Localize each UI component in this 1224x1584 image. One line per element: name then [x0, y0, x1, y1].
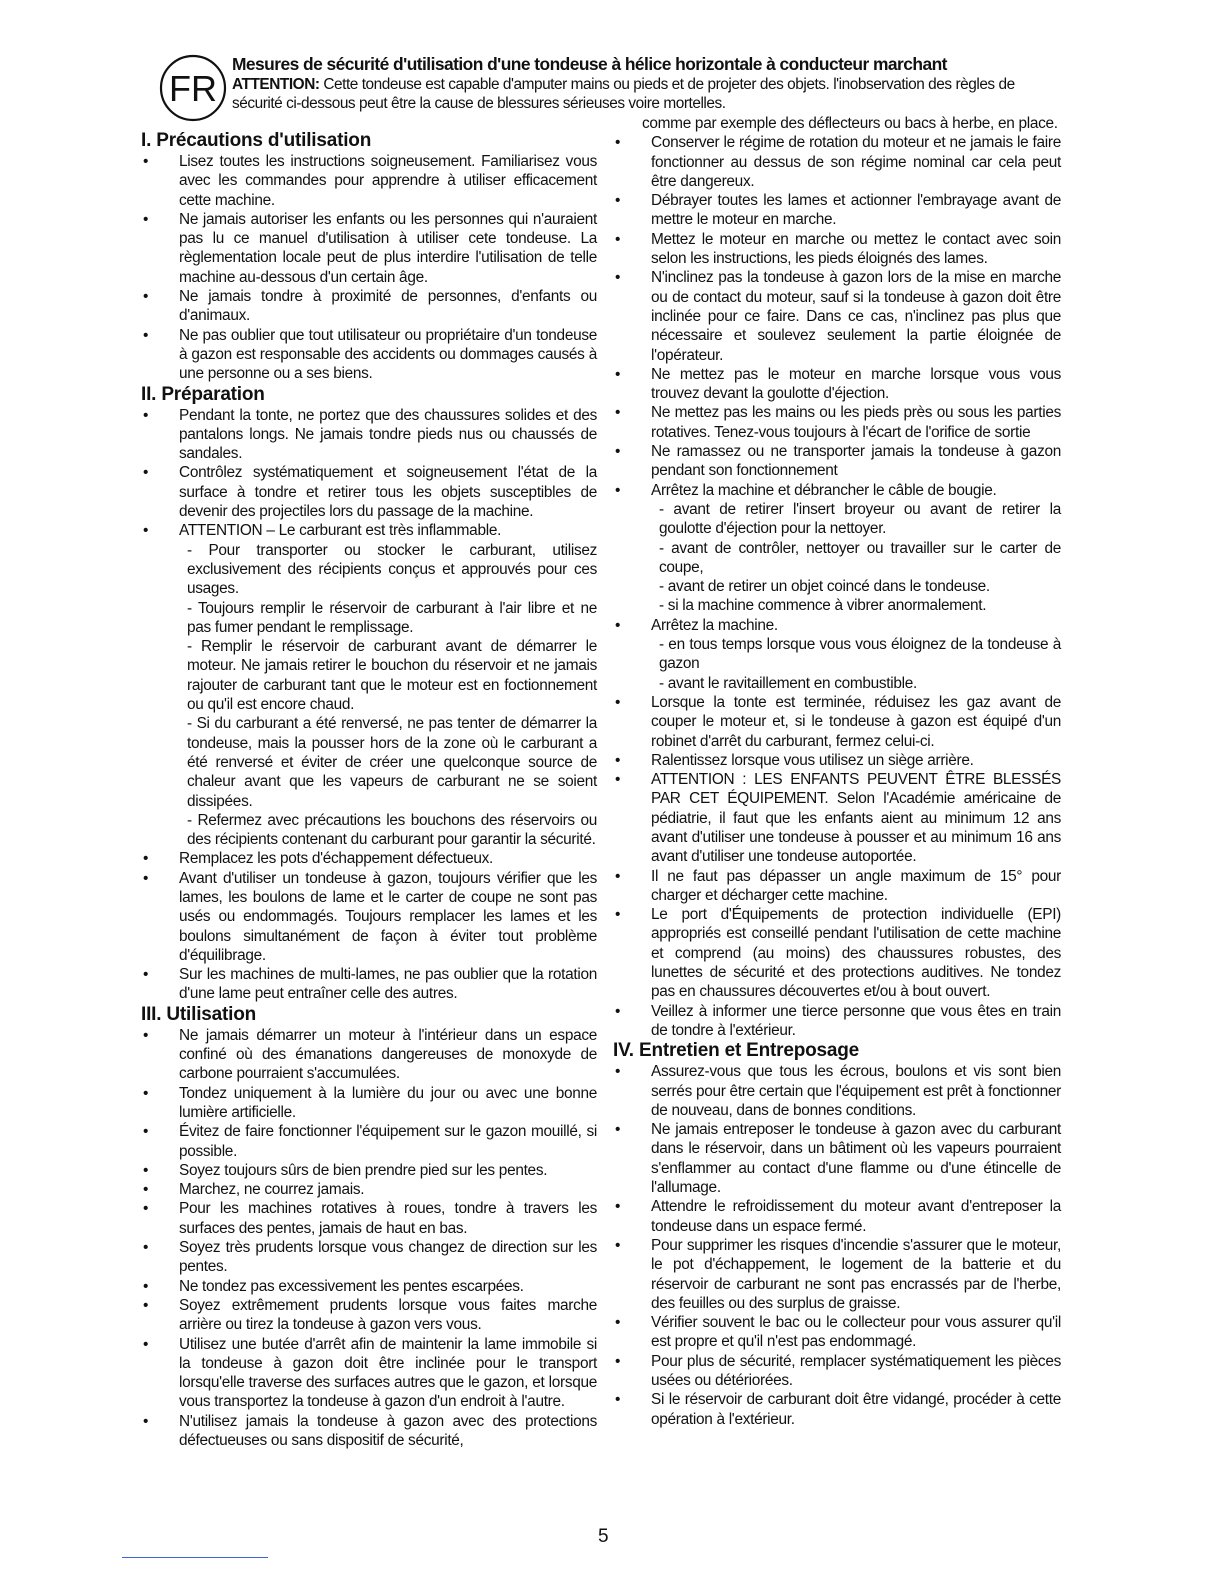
- footer-rule: [122, 1557, 268, 1558]
- sub-item: - Toujours remplir le réservoir de carburant à l'air libre et ne pas fumer pendant le remplissage.: [187, 599, 597, 636]
- list-item: • Ralentissez lorsque vous utilisez un siège arrière.: [613, 751, 1061, 770]
- list-item: • Lisez toutes les instructions soigneusement. Familiarisez vous avec les commandes pour apprendre à utiliser efficacement cette machine.: [141, 152, 597, 210]
- safety-warning: [232, 76, 1062, 113]
- list-item: • Remplacez les pots d'échappement défectueux.: [141, 849, 597, 868]
- list-item: [141, 521, 597, 849]
- list-item: • N'inclinez pas la tondeuse à gazon lors de la mise en marche ou de contact du moteur, sauf si la tondeuse à gazon doit être inclinée pour ce faire. Dans ce cas, n'inclinez pas plus que nécessaire et soulevez seulement la partie éloignée de l'opérateur.: [613, 268, 1061, 364]
- list-item: • Assurez-vous que tous les écrous, boulons et vis sont bien serrés pour être certain que l'équipement est prêt à fonctionner de nouveau, dans de bonnes conditions.: [613, 1062, 1061, 1120]
- preparation-list: [141, 406, 597, 1004]
- list-item: • Ne jamais démarrer un moteur à l'intérieur dans un espace confiné où des émanations dangereuses de monoxyde de carbone pourraient s'accumulées.: [141, 1026, 597, 1084]
- sub-item: - Pour transporter ou stocker le carburant, utilisez exclusivement des récipients conçus et approuvés pour ces usages.: [187, 541, 597, 598]
- sub-item: - Si du carburant a été renversé, ne pas tenter de démarrer la tondeuse, mais la pousser hors de la zone où le carburant a été renversé et éviter de créer une quelconque source de chaleur avant que les vapeurs de carburant ne se soient dissipées.: [187, 715, 597, 810]
- warning-text: Cette tondeuse est capable d'amputer mains ou pieds et de projeter des objets. l'inobservation des règles de sécurité ci-dessous peut être la cause de blessures sérieuses voire mortelles.: [232, 76, 1015, 112]
- stop-sublist: [651, 500, 1061, 616]
- list-item: • Ne mettez pas le moteur en marche lorsque vous vous trouvez devant la goulotte d'éjection.: [613, 365, 1061, 404]
- list-item: • Attendre le refroidissement du moteur avant d'entreposer la tondeuse dans un espace fermé.: [613, 1197, 1061, 1236]
- list-item: • Conserver le régime de rotation du moteur et ne jamais le faire fonctionner au dessus de son régime nominal car cela peut être dangereux.: [613, 133, 1061, 191]
- list-item: • Si le réservoir de carburant doit être vidangé, procéder à cette opération à l'extérieur.: [613, 1390, 1061, 1429]
- sub-item: - avant de contrôler, nettoyer ou travailler sur le carter de coupe,: [659, 539, 1061, 576]
- document-title: Mesures de sécurité d'utilisation d'une tondeuse à hélice horizontale à conducteur marchant: [232, 54, 947, 74]
- list-item: • Ne jamais autoriser les enfants ou les personnes qui n'auraient pas lu ce manuel d'utilisation à utiliser cete tondeuse. La règlementation locale peut de plus interdire l'utilisation de telle machine au-dessous d'un certain âge.: [141, 210, 597, 287]
- fr-badge-label: FR: [169, 68, 217, 109]
- list-item: • Ne ramassez ou ne transporter jamais la tondeuse à gazon pendant son fonctionnement: [613, 442, 1061, 481]
- list-item: • Débrayer toutes les lames et actionner l'embrayage avant de mettre le moteur en marche.: [613, 191, 1061, 230]
- list-item: • Ne pas oublier que tout utilisateur ou propriétaire d'un tondeuse à gazon est responsable des accidents ou dommages causés à une personne ou a ses biens.: [141, 326, 597, 384]
- utilisation-list-continued: [613, 133, 1061, 1040]
- sub-item: - Refermez avec précautions les bouchons des réservoirs ou des récipients contenant du carburant pour garantir la sécurité.: [187, 811, 597, 849]
- precautions-list: [141, 152, 597, 384]
- warning-lead: ATTENTION:: [232, 76, 320, 93]
- left-column: [141, 130, 597, 1450]
- fuel-sublist: [179, 541, 597, 850]
- list-item: • Contrôlez systématiquement et soigneusement l'état de la surface à tondre et retirer tous les objets susceptibles de devenir des projectiles lors du passage de la machine.: [141, 463, 597, 521]
- list-item: [613, 616, 1061, 693]
- list-item: • Le port d'Équipements de protection individuelle (EPI) appropriés est conseillé pendant l'utilisation de cette machine et comprend (au moins) des chaussures robustes, des lunettes de sécurité et des protections auditives. Ne tondez pas en chaussures découvertes et/ou à bout ouvert.: [613, 905, 1061, 1001]
- list-item: • N'utilisez jamais la tondeuse à gazon avec des protections défectueuses ou sans dispositif de sécurité,: [141, 1412, 597, 1451]
- list-item: • Avant d'utiliser un tondeuse à gazon, toujours vérifier que les lames, les boulons de lame et le carter de coupe ne sont pas usés ou endommagés. Toujours remplacer les lames et les boulons simultanément de façon à éviter tout problème d'équilibrage.: [141, 869, 597, 965]
- sub-item: - avant de retirer l'insert broyeur ou avant de retirer la goulotte d'éjection pour la nettoyer.: [659, 500, 1061, 538]
- stop-instruction: • Arrêtez la machine.: [651, 616, 778, 634]
- list-item: • Pour supprimer les risques d'incendie s'assurer que le moteur, le pot d'échappement, le logement de la batterie et du réservoir de carburant ne sont pas encrassés par de l'herbe, des feuilles ou des surplus de graisse.: [613, 1236, 1061, 1313]
- list-item: • Sur les machines de multi-lames, ne pas oublier que la rotation d'une lame peut entraîner celle des autres.: [141, 965, 597, 1004]
- stop-sublist: [651, 635, 1061, 693]
- list-item: • Lorsque la tonte est terminée, réduisez les gaz avant de couper le moteur et, si le tondeuse à gazon est équipé d'un robinet d'arrêt du carburant, fermez celui-ci.: [613, 693, 1061, 751]
- page-number: 5: [598, 1526, 609, 1547]
- section-title-precautions: I. Précautions d'utilisation: [141, 130, 372, 151]
- list-item: • ATTENTION : LES ENFANTS PEUVENT ÊTRE BLESSÉS PAR CET ÉQUIPEMENT. Selon l'Académie américaine de pédiatrie, il faut que les enfants aient au minimum 12 ans avant d'utiliser une tondeuse à pousser et au minimum 16 ans avant d'utiliser une tondeuse autoportée.: [613, 770, 1061, 866]
- section-title-utilisation: III. Utilisation: [141, 1003, 257, 1025]
- sub-item: - Remplir le réservoir de carburant avant de démarrer le moteur. Ne jamais retirer le bouchon du réservoir et ne jamais rajouter de carburant tant que le moteur est en foctionnement ou qu'il est encore chaud.: [187, 638, 597, 714]
- sub-item: - avant le ravitaillement en combustible.: [659, 674, 918, 692]
- sub-item: - avant de retirer un objet coincé dans le tondeuse.: [659, 578, 990, 596]
- list-item: • Tondez uniquement à la lumière du jour ou avec une bonne lumière artificielle.: [141, 1084, 597, 1123]
- list-item: • Pendant la tonte, ne portez que des chaussures solides et des pantalons longs. Ne jamais tondre pieds nus ou chaussés de sandales.: [141, 406, 597, 464]
- entretien-list: [613, 1062, 1061, 1429]
- fuel-warning: • ATTENTION – Le carburant est très inflammable.: [179, 522, 502, 540]
- list-item: • Mettez le moteur en marche ou mettez le contact avec soin selon les instructions, les pieds éloignés des lames.: [613, 230, 1061, 269]
- section-title-preparation: II. Préparation: [141, 383, 265, 405]
- list-item: • Veillez à informer une tierce personne que vous êtes en train de tondre à l'extérieur.: [613, 1002, 1061, 1041]
- section-title-entretien: IV. Entretien et Entreposage: [613, 1040, 860, 1062]
- list-item: • Ne mettez pas les mains ou les pieds près ou sous les parties rotatives. Tenez-vous toujours à l'écart de l'orifice de sortie: [613, 403, 1061, 442]
- list-item: • Utilisez une butée d'arrêt afin de maintenir la lame immobile si la tondeuse à gazon doit être inclinée pour le transport lorsqu'elle traverse des surfaces autres que le gazon, et lorsque vous transportez la tondeuse à gazon d'un endroit à l'autre.: [141, 1335, 597, 1412]
- list-item: • Ne jamais tondre à proximité de personnes, d'enfants ou d'animaux.: [141, 287, 597, 326]
- utilisation-continuation: comme par exemple des déflecteurs ou bacs à herbe, en place.: [642, 115, 1058, 132]
- list-item: • Marchez, ne courrez jamais.: [141, 1180, 597, 1199]
- utilisation-list: [141, 1026, 597, 1451]
- sub-item: - en tous temps lorsque vous vous éloignez de la tondeuse à gazon: [659, 636, 1061, 673]
- list-item: • Soyez très prudents lorsque vous changez de direction sur les pentes.: [141, 1238, 597, 1277]
- list-item: • Ne jamais entreposer le tondeuse à gazon avec du carburant dans le réservoir, dans un bâtiment où les vapeurs pourraient s'enflammer au contact d'une flamme ou d'une étincelle de l'allumage.: [613, 1120, 1061, 1197]
- stop-instruction: • Arrêtez la machine et débrancher le câble de bougie.: [651, 481, 997, 499]
- sub-item: - si la machine commence à vibrer anormalement.: [659, 597, 987, 615]
- list-item: [613, 481, 1061, 616]
- list-item: • Ne tondez pas excessivement les pentes escarpées.: [141, 1277, 597, 1296]
- list-item: • Pour les machines rotatives à roues, tondre à travers les surfaces des pentes, jamais de haut en bas.: [141, 1199, 597, 1238]
- right-column: [613, 114, 1061, 1429]
- list-item: • Vérifier souvent le bac ou le collecteur pour vous assurer qu'il est propre et qu'il n'est pas endommagé.: [613, 1313, 1061, 1352]
- fr-language-badge: [158, 54, 228, 122]
- list-item: • Évitez de faire fonctionner l'équipement sur le gazon mouillé, si possible.: [141, 1122, 597, 1161]
- list-item: • Soyez extrêmement prudents lorsque vous faites marche arrière ou tirez la tondeuse à gazon vers vous.: [141, 1296, 597, 1335]
- list-item: • Soyez toujours sûrs de bien prendre pied sur les pentes.: [141, 1161, 597, 1180]
- list-item: • Il ne faut pas dépasser un angle maximum de 15° pour charger et décharger cette machine.: [613, 867, 1061, 906]
- list-item: • Pour plus de sécurité, remplacer systématiquement les pièces usées ou détériorées.: [613, 1352, 1061, 1391]
